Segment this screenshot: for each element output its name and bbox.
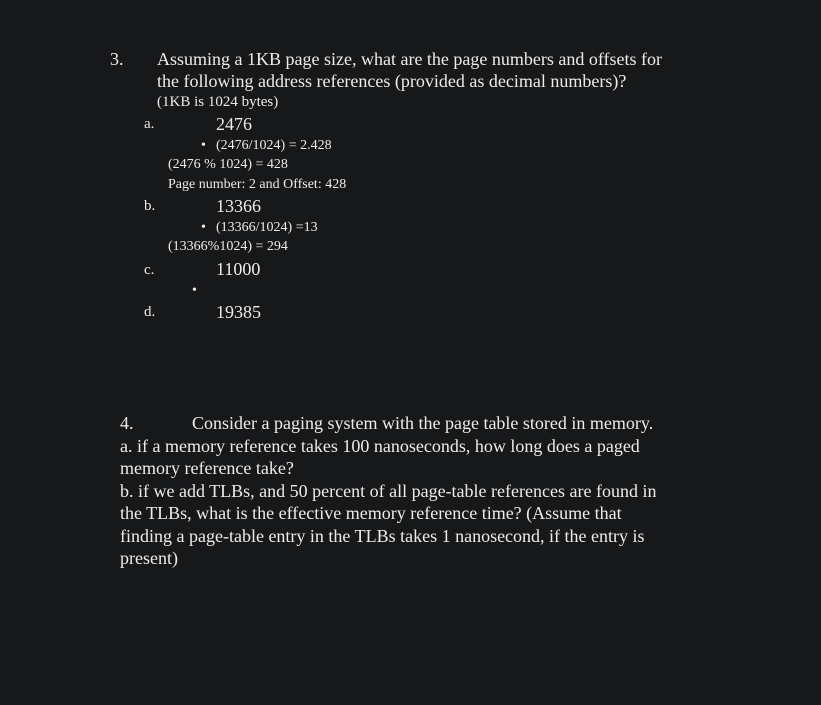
work-line: (13366%1024) = 294	[168, 239, 288, 254]
item-letter: d.	[144, 304, 156, 320]
question-4-line: memory reference take?	[120, 458, 294, 478]
question-4-line: b. if we add TLBs, and 50 percent of all page-table references are found in	[120, 481, 657, 501]
bullet-icon: •	[192, 283, 197, 298]
item-letter: a.	[144, 116, 155, 132]
question-3-line-2: the following address references (provided as decimal numbers)?	[157, 71, 627, 91]
work-line: Page number: 2 and Offset: 428	[168, 177, 347, 192]
work-line: (2476 % 1024) = 428	[168, 157, 288, 172]
bullet-text: (2476/1024) = 2.428	[216, 138, 332, 153]
question-3-line-1: Assuming a 1KB page size, what are the page numbers and offsets for	[157, 49, 663, 69]
address-value: 2476	[216, 114, 252, 134]
item-letter: c.	[144, 262, 155, 278]
bullet-icon: •	[201, 220, 206, 235]
address-value: 13366	[216, 196, 261, 216]
question-4-line: a. if a memory reference takes 100 nanoseconds, how long does a paged	[120, 436, 640, 456]
item-letter: b.	[144, 198, 156, 214]
question-4-line: present)	[120, 548, 178, 568]
address-value: 11000	[216, 259, 261, 279]
question-3-number: 3.	[110, 49, 124, 69]
question-4-line: finding a page-table entry in the TLBs takes 1 nanosecond, if the entry is	[120, 526, 645, 546]
question-4-line: the TLBs, what is the effective memory reference time? (Assume that	[120, 503, 622, 523]
question-4-number: 4.	[120, 413, 134, 433]
bullet-text: (13366/1024) =13	[216, 220, 318, 235]
bullet-icon: •	[201, 138, 206, 153]
address-value: 19385	[216, 302, 261, 322]
question-4-title: Consider a paging system with the page table stored in memory.	[192, 413, 654, 433]
question-3-note: (1KB is 1024 bytes)	[157, 94, 279, 110]
